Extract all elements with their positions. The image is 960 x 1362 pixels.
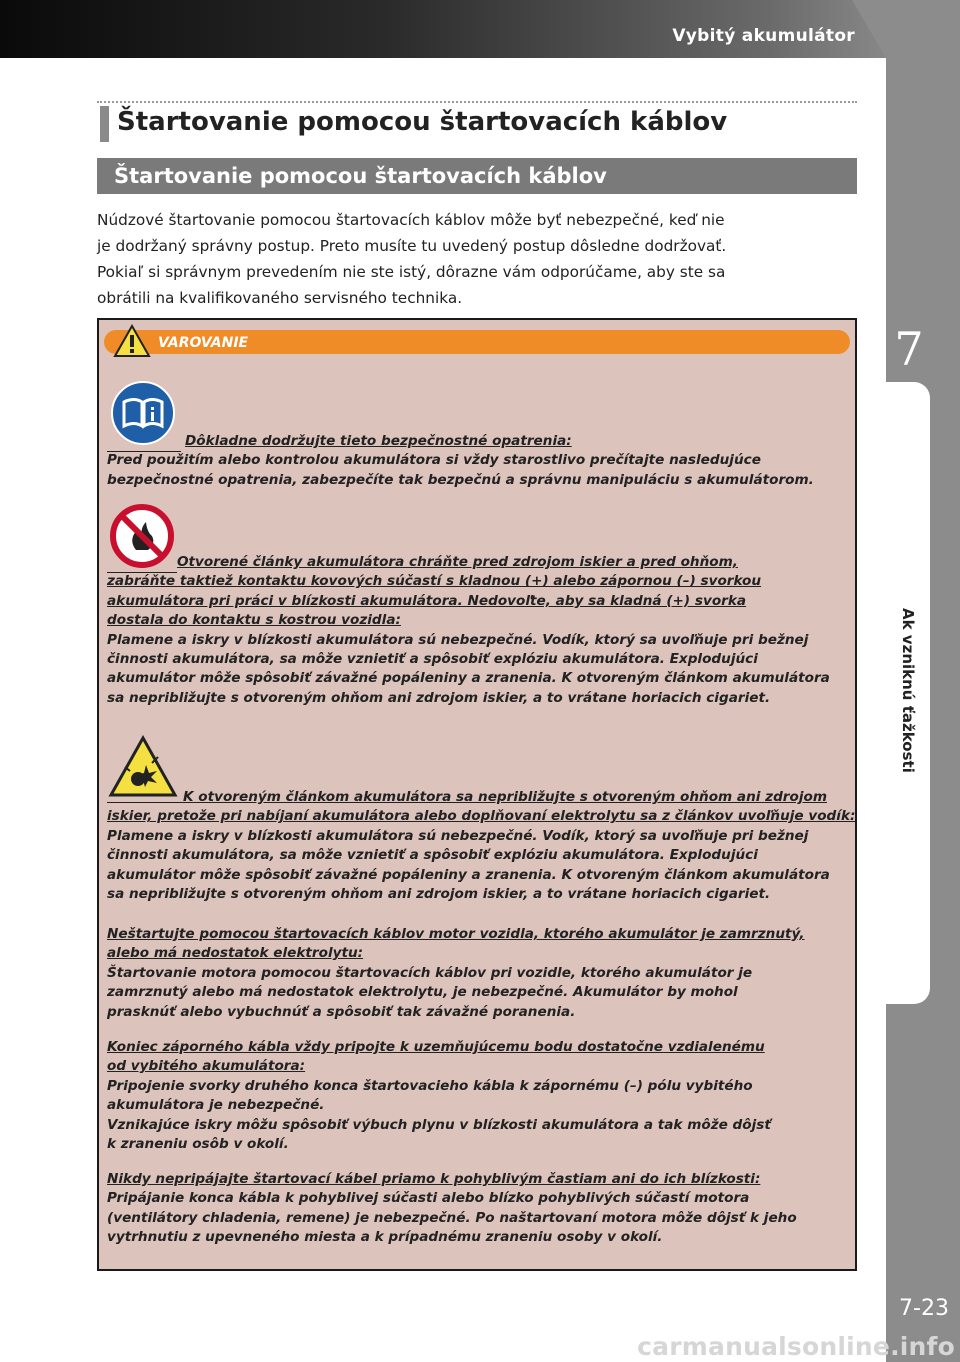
block-title-line: Nikdy nepripájajte štartovací kábel priamo k pohyblivým častiam ani do ich blízkosti:	[107, 1171, 761, 1187]
subheading-title: Štartovanie pomocou štartovacích káblov	[114, 164, 607, 188]
block-body-line: prasknúť alebo vybuchnúť a spôsobiť tak závažné poranenia.	[107, 1003, 576, 1020]
block-title-line: alebo má nedostatok elektrolytu:	[107, 945, 364, 962]
block-title-line: Otvorené články akumulátora chráňte pred zdrojom iskier a pred ohňom,	[177, 554, 738, 570]
warning-triangle-icon	[113, 324, 151, 358]
block-title-line: Neštartujte pomocou štartovacích káblov motor vozidla, ktorého akumulátor je zamrznutý,	[107, 926, 805, 942]
warning-block-5	[107, 1038, 852, 1154]
warning-label: VAROVANIE	[158, 335, 249, 351]
chapter-title: Ak vzniknú ťažkosti	[899, 607, 917, 773]
block-body-line: Pripojenie svorky druhého konca štartovacieho kábla k zápornému (–) pólu vybitého	[107, 1077, 753, 1094]
block-body-line: (ventilátory chladenia, remene) je nebezpečné. Po naštartovaní motora môže dôjsť k jeho	[107, 1209, 797, 1226]
heading-accent-bar	[100, 106, 109, 142]
intro-paragraph	[97, 207, 857, 311]
block-title-line: Dôkladne dodržujte tieto bezpečnostné opatrenia:	[185, 433, 572, 449]
header-corner-cut	[852, 0, 886, 58]
block-body-line: vytrhnutiu z upevneného miesta a k prípadnému zraneniu osoby v okolí.	[107, 1229, 663, 1246]
intro-line: Pokiaľ si správnym prevedením nie ste istý, dôrazne vám odporúčame, aby ste sa	[97, 263, 726, 281]
block-body-line: Pred použitím alebo kontrolou akumulátora si vždy starostlivo prečítajte nasledujúce	[107, 452, 761, 469]
block-title-line: akumulátora pri práci v blízkosti akumulátora. Nedovoľte, aby sa kladná (+) svorka	[107, 592, 747, 609]
warning-block-4	[107, 925, 852, 1022]
page-title: Štartovanie pomocou štartovacích káblov	[117, 107, 728, 137]
warning-block-3	[107, 788, 856, 904]
warning-block-2	[107, 553, 852, 708]
heading-dotted-rule	[97, 101, 857, 103]
watermark-text: carmanualsonline.info	[637, 1332, 955, 1361]
block-body-line: Plamene a iskry v blízkosti akumulátora sú nebezpečné. Vodík, ktorý sa uvoľňuje pri bežnej	[107, 827, 809, 844]
block-body-line: Vznikajúce iskry môžu spôsobiť výbuch plynu v blízkosti akumulátora a tak môže dôjsť	[107, 1116, 771, 1133]
block-body-line: akumulátor môže spôsobiť závažné popáleniny a zranenia. K otvoreným článkom akumulátora	[107, 866, 830, 883]
intro-line: Núdzové štartovanie pomocou štartovacích káblov môže byť nebezpečné, keď nie	[97, 211, 725, 229]
section-header-title: Vybitý akumulátor	[672, 26, 855, 46]
block-body-line: činnosti akumulátora, sa môže vznietiť a spôsobiť explóziu akumulátora. Explodujúci	[107, 651, 758, 668]
warning-block-1	[107, 432, 852, 490]
block-body-line: k zraneniu osôb v okolí.	[107, 1136, 289, 1153]
block-body-line: Plamene a iskry v blízkosti akumulátora sú nebezpečné. Vodík, ktorý sa uvoľňuje pri bežnej	[107, 631, 809, 648]
block-body-line: zamrznutý alebo má nedostatok elektrolytu, je nebezpečné. Akumulátor by mohol	[107, 984, 738, 1001]
block-body-line: činnosti akumulátora, sa môže vznietiť a spôsobiť explóziu akumulátora. Explodujúci	[107, 847, 758, 864]
warning-block-6	[107, 1170, 852, 1248]
chapter-number: 7	[894, 322, 924, 376]
block-title-line: Koniec záporného kábla vždy pripojte k uzemňujúcemu bodu dostatočne vzdialenému	[107, 1039, 765, 1055]
intro-line: obrátili na kvalifikovaného servisného technika.	[97, 289, 463, 307]
block-title-line: iskier, pretože pri nabíjaní akumulátora alebo doplňovaní elektrolytu sa z článkov uvoľňuje vodík:	[107, 808, 856, 825]
block-body-line: akumulátor môže spôsobiť závažné popáleniny a zranenia. K otvoreným článkom akumulátora	[107, 670, 830, 687]
block-body-line: bezpečnostné opatrenia, zabezpečíte tak bezpečnú a správnu manipuláciu s akumulátorom.	[107, 471, 814, 488]
block-body-line: sa nepribližujte s otvoreným ohňom ani zdrojom iskier, a to vrátane horiacich cigariet.	[107, 886, 771, 903]
block-title-line: dostala do kontaktu s kostrou vozidla:	[107, 612, 401, 629]
block-body-line: sa nepribližujte s otvoreným ohňom ani zdrojom iskier, a to vrátane horiacich cigariet.	[107, 689, 771, 706]
block-body-line: Pripájanie konca kábla k pohyblivej súčasti alebo blízko pohyblivých súčastí motora	[107, 1190, 750, 1207]
block-title-line: zabráňte taktiež kontaktu kovových súčastí s kladnou (+) alebo zápornou (–) svorkou	[107, 573, 762, 590]
block-body-line: Štartovanie motora pomocou štartovacích káblov pri vozidle, ktorého akumulátor je	[107, 964, 753, 981]
block-body-line: akumulátora je nebezpečné.	[107, 1097, 325, 1114]
block-title-line: od vybitého akumulátora:	[107, 1058, 306, 1075]
intro-line: je dodržaný správny postup. Preto musíte tu uvedený postup dôsledne dodržovať.	[97, 237, 727, 255]
block-title-line: K otvoreným článkom akumulátora sa nepribližujte s otvoreným ohňom ani zdrojom	[183, 789, 828, 805]
page-number: 7-23	[899, 1296, 949, 1321]
